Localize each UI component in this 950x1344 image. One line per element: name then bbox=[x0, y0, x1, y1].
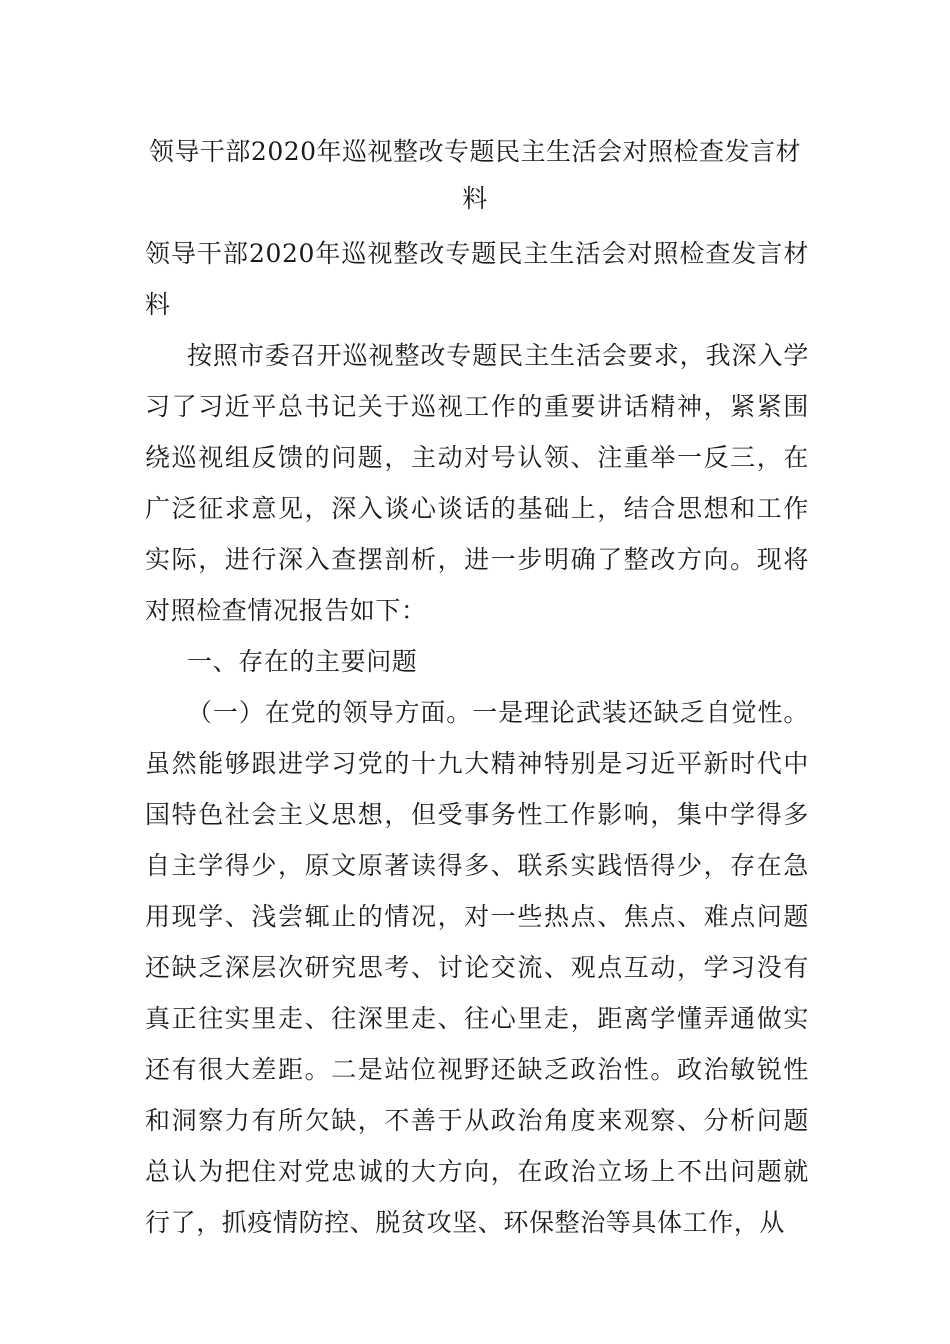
document-subtitle: 领导干部2020年巡视整改专题民主生活会对照检查发言材料 bbox=[145, 239, 809, 319]
document-title: 领导干部2020年巡视整改专题民主生活会对照检查发言材料 bbox=[148, 137, 802, 213]
document-body bbox=[145, 228, 809, 1248]
section-heading: 一、存在的主要问题 bbox=[187, 647, 418, 676]
intro-paragraph: 按照市委召开巡视整改专题民主生活会要求，我深入学习了习近平总书记关于巡视工作的重要讲话精神，紧紧围绕巡视组反馈的问题，主动对号认领、注重举一反三，在广泛征求意见，深入谈心谈话的基础上，结合思想和工作实际，进行深入查摆剖析，进一步明确了整改方向。现将对照检查情况报告如下： bbox=[145, 341, 809, 625]
section-paragraph: （一）在党的领导方面。一是理论武装还缺乏自觉性。虽然能够跟进学习党的十九大精神特别是习近平新时代中国特色社会主义思想，但受事务性工作影响，集中学得多自主学得少，原文原著读得多、联系实践悟得少，存在急用现学、浅尝辄止的情况，对一些热点、焦点、难点问题还缺乏深层次研究思考、讨论交流、观点互动，学习没有真正往实里走、往深里走、往心里走，距离学懂弄通做实还有很大差距。二是站位视野还缺乏政治性。政治敏锐性和洞察力有所欠缺，不善于从政治角度来观察、分析问题总认为把住对党忠诚的大方向，在政治立场上不出问题就行了，抓疫情防控、脱贫攻坚、环保整治等具体工作，从 bbox=[145, 698, 809, 1237]
